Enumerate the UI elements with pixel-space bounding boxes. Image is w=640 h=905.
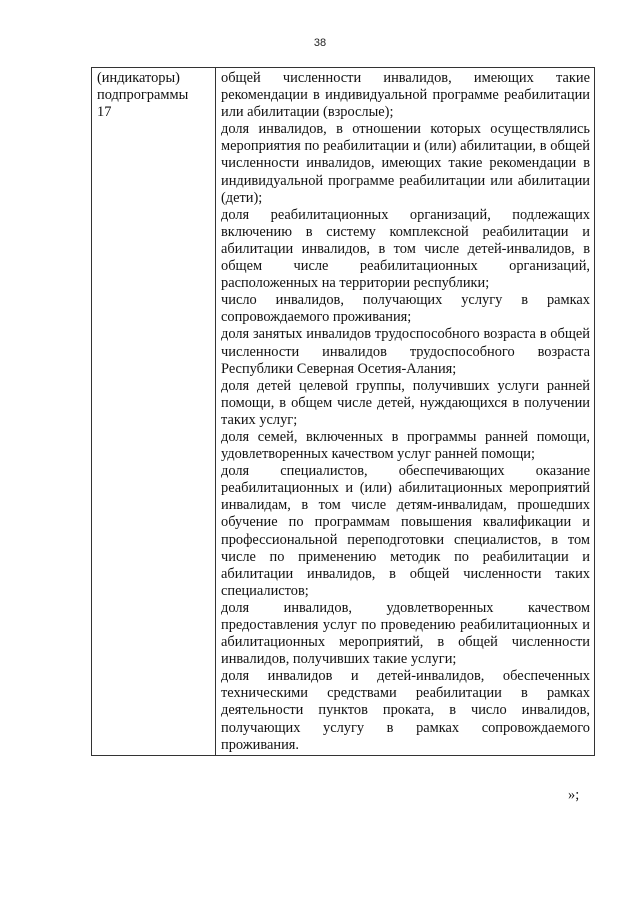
indicator-list-cell: [216, 68, 595, 756]
indicator-paragraph: число инвалидов, получающих услугу в рамках сопровождаемого проживания;: [221, 292, 590, 326]
indicator-paragraph: общей численности инвалидов, имеющих такие рекомендации в индивидуальной программе реабилитации или абилитации (взрослые);: [221, 70, 590, 121]
indicator-paragraph: доля детей целевой группы, получивших услуги ранней помощи, в общем числе детей, нуждающихся в получении таких услуг;: [221, 377, 590, 428]
table-row: [92, 68, 595, 756]
indicator-paragraph: доля реабилитационных организаций, подлежащих включению в систему комплексной реабилитации и абилитации инвалидов, в том числе детей-инвалидов, в общем числе реабилитационных организаций, расположенных на территории республики;: [221, 206, 590, 292]
indicator-paragraph: доля семей, включенных в программы ранней помощи, удовлетворенных качеством услуг ранней помощи;: [221, 428, 590, 463]
closing-quote-mark: »;: [568, 787, 580, 803]
label-line: (индикаторы): [97, 70, 180, 86]
page-number: 38: [313, 37, 327, 49]
indicator-paragraph: доля инвалидов, в отношении которых осуществлялись мероприятия по реабилитации и (или) абилитации, в общей численности инвалидов, имеющих такие рекомендации в индивидуальной программе реабилитации или абилитации (дети);: [221, 121, 590, 206]
label-line: 17: [97, 104, 112, 121]
indicators-table: [91, 67, 595, 756]
indicator-label-cell: [92, 68, 216, 756]
label-line: подпрограммы: [97, 87, 189, 104]
indicator-paragraph: доля специалистов, обеспечивающих оказание реабилитационных и (или) абилитационных мероприятий инвалидам, в том числе детям-инвалидам, прошедших обучение по программам повышения квалификации и профессиональной переподготовки специалистов, в том числе по применению методик по реабилитации и абилитации инвалидов, в общей численности таких специалистов;: [221, 463, 590, 599]
indicator-paragraph: доля инвалидов и детей-инвалидов, обеспеченных техническими средствами реабилитации в рамках деятельности пунктов проката, в число инвалидов, получающих услугу в рамках сопровождаемого проживания.: [221, 668, 590, 753]
indicator-paragraph: доля занятых инвалидов трудоспособного возраста в общей численности инвалидов трудоспособного возраста Республики Северная Осетия-Алания;: [221, 326, 590, 377]
indicator-paragraph: доля инвалидов, удовлетворенных качеством предоставления услуг по проведению реабилитационных и абилитационных мероприятий, в общей численности инвалидов, получивших такие услуги;: [221, 599, 590, 668]
